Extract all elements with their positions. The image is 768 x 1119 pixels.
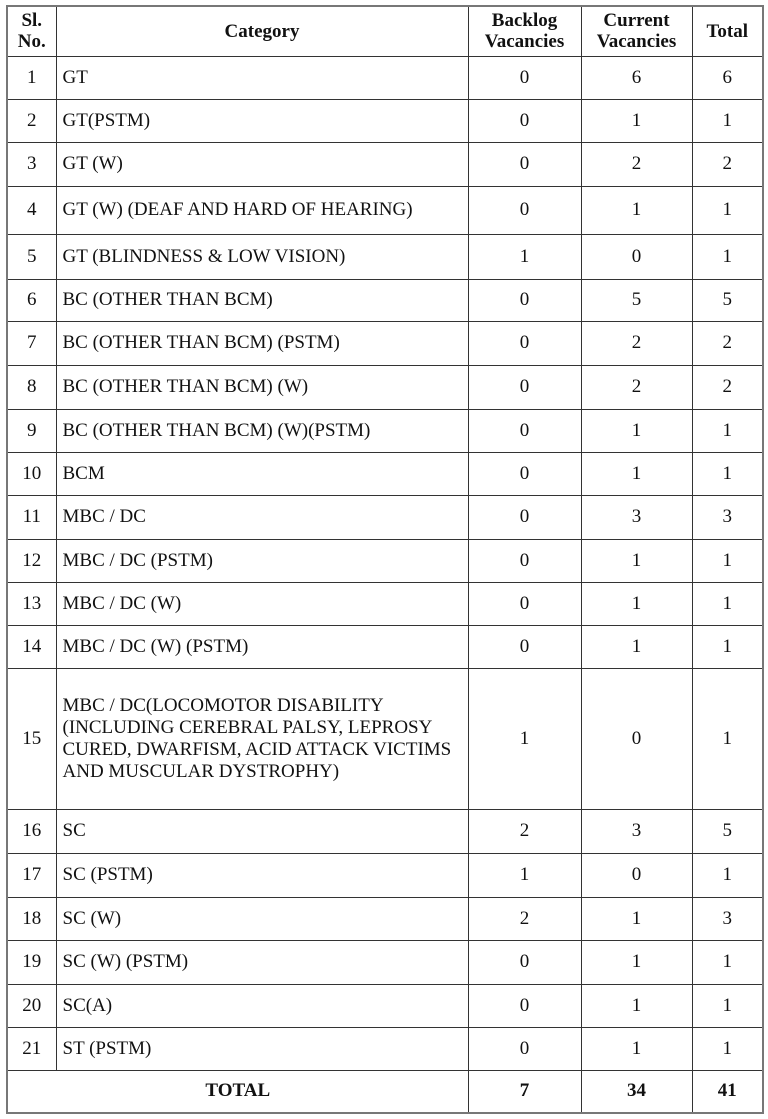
total-row (7, 1070, 763, 1113)
cell-total: 1 (692, 853, 763, 897)
cell-sl: 7 (7, 321, 56, 365)
cell-total: 2 (692, 321, 763, 365)
cell-sl: 19 (7, 940, 56, 984)
cell-total: 5 (692, 279, 763, 321)
cell-current: 1 (581, 984, 692, 1027)
cell-total: 1 (692, 984, 763, 1027)
cell-category: MBC / DC(LOCOMOTOR DISABILITY (INCLUDING CEREBRAL PALSY, LEPROSY CURED, DWARFISM, ACID ATTACK VICTIMS AND MUSCULAR DYSTROPHY) (56, 668, 468, 809)
cell-total: 1 (692, 625, 763, 668)
table-row (7, 234, 763, 279)
total-current: 34 (581, 1070, 692, 1113)
cell-category: SC (56, 809, 468, 853)
cell-total: 1 (692, 234, 763, 279)
table-row (7, 99, 763, 142)
cell-current: 5 (581, 279, 692, 321)
table-row (7, 853, 763, 897)
cell-current: 1 (581, 625, 692, 668)
cell-backlog: 2 (468, 897, 581, 940)
cell-current: 1 (581, 940, 692, 984)
header-row (7, 6, 763, 56)
table-row (7, 668, 763, 809)
table-row (7, 365, 763, 409)
cell-sl: 12 (7, 539, 56, 582)
total-total: 41 (692, 1070, 763, 1113)
cell-sl: 8 (7, 365, 56, 409)
cell-backlog: 0 (468, 142, 581, 186)
table-row (7, 625, 763, 668)
header-current: Current Vacancies (581, 6, 692, 56)
cell-total: 1 (692, 940, 763, 984)
table-row (7, 186, 763, 234)
cell-backlog: 0 (468, 186, 581, 234)
table-row (7, 142, 763, 186)
cell-category: GT (56, 56, 468, 99)
cell-total: 1 (692, 99, 763, 142)
cell-category: BC (OTHER THAN BCM) (56, 279, 468, 321)
cell-category: GT (BLINDNESS & LOW VISION) (56, 234, 468, 279)
cell-sl: 1 (7, 56, 56, 99)
cell-sl: 18 (7, 897, 56, 940)
cell-category: BCM (56, 452, 468, 495)
cell-total: 1 (692, 186, 763, 234)
cell-backlog: 0 (468, 495, 581, 539)
cell-current: 1 (581, 99, 692, 142)
cell-category: GT (W) (56, 142, 468, 186)
cell-total: 5 (692, 809, 763, 853)
cell-backlog: 0 (468, 409, 581, 452)
header-category: Category (56, 6, 468, 56)
cell-total: 1 (692, 409, 763, 452)
cell-current: 2 (581, 365, 692, 409)
cell-current: 0 (581, 853, 692, 897)
table-row (7, 539, 763, 582)
cell-total: 1 (692, 1027, 763, 1070)
cell-total: 2 (692, 365, 763, 409)
cell-sl: 6 (7, 279, 56, 321)
cell-sl: 9 (7, 409, 56, 452)
cell-current: 1 (581, 409, 692, 452)
cell-category: MBC / DC (PSTM) (56, 539, 468, 582)
table-row (7, 582, 763, 625)
cell-backlog: 0 (468, 940, 581, 984)
cell-sl: 17 (7, 853, 56, 897)
cell-category: SC (W) (56, 897, 468, 940)
cell-backlog: 0 (468, 625, 581, 668)
cell-backlog: 0 (468, 56, 581, 99)
cell-sl: 20 (7, 984, 56, 1027)
table-row (7, 56, 763, 99)
total-backlog: 7 (468, 1070, 581, 1113)
cell-current: 1 (581, 582, 692, 625)
cell-backlog: 0 (468, 279, 581, 321)
cell-current: 3 (581, 495, 692, 539)
table-row (7, 809, 763, 853)
cell-backlog: 0 (468, 582, 581, 625)
header-sl: Sl. No. (7, 6, 56, 56)
table-row (7, 321, 763, 365)
cell-sl: 16 (7, 809, 56, 853)
cell-backlog: 0 (468, 1027, 581, 1070)
cell-sl: 14 (7, 625, 56, 668)
cell-backlog: 0 (468, 984, 581, 1027)
cell-sl: 15 (7, 668, 56, 809)
cell-total: 1 (692, 539, 763, 582)
cell-backlog: 0 (468, 539, 581, 582)
cell-backlog: 0 (468, 99, 581, 142)
cell-backlog: 1 (468, 853, 581, 897)
cell-total: 3 (692, 495, 763, 539)
cell-backlog: 1 (468, 668, 581, 809)
table-row (7, 940, 763, 984)
cell-category: GT(PSTM) (56, 99, 468, 142)
cell-current: 1 (581, 452, 692, 495)
cell-category: BC (OTHER THAN BCM) (W)(PSTM) (56, 409, 468, 452)
cell-category: SC (W) (PSTM) (56, 940, 468, 984)
cell-current: 6 (581, 56, 692, 99)
cell-category: ST (PSTM) (56, 1027, 468, 1070)
cell-current: 0 (581, 668, 692, 809)
cell-backlog: 0 (468, 365, 581, 409)
cell-backlog: 0 (468, 452, 581, 495)
table-row (7, 279, 763, 321)
table-row (7, 897, 763, 940)
header-total: Total (692, 6, 763, 56)
cell-total: 2 (692, 142, 763, 186)
cell-category: BC (OTHER THAN BCM) (PSTM) (56, 321, 468, 365)
cell-current: 2 (581, 142, 692, 186)
cell-sl: 4 (7, 186, 56, 234)
cell-sl: 3 (7, 142, 56, 186)
vacancy-table (6, 5, 764, 1114)
cell-current: 1 (581, 897, 692, 940)
cell-backlog: 0 (468, 321, 581, 365)
cell-category: SC (PSTM) (56, 853, 468, 897)
cell-current: 2 (581, 321, 692, 365)
cell-current: 3 (581, 809, 692, 853)
cell-backlog: 1 (468, 234, 581, 279)
cell-category: BC (OTHER THAN BCM) (W) (56, 365, 468, 409)
cell-total: 1 (692, 452, 763, 495)
cell-category: MBC / DC (W) (PSTM) (56, 625, 468, 668)
cell-category: GT (W) (DEAF AND HARD OF HEARING) (56, 186, 468, 234)
cell-sl: 11 (7, 495, 56, 539)
cell-current: 0 (581, 234, 692, 279)
cell-current: 1 (581, 539, 692, 582)
cell-sl: 5 (7, 234, 56, 279)
table-row (7, 495, 763, 539)
cell-current: 1 (581, 1027, 692, 1070)
table-row (7, 1027, 763, 1070)
cell-sl: 13 (7, 582, 56, 625)
cell-total: 3 (692, 897, 763, 940)
cell-total: 1 (692, 668, 763, 809)
cell-sl: 2 (7, 99, 56, 142)
table-row (7, 984, 763, 1027)
table-row (7, 409, 763, 452)
cell-total: 1 (692, 582, 763, 625)
cell-total: 6 (692, 56, 763, 99)
cell-category: MBC / DC (56, 495, 468, 539)
cell-sl: 10 (7, 452, 56, 495)
header-backlog: Backlog Vacancies (468, 6, 581, 56)
cell-category: SC(A) (56, 984, 468, 1027)
cell-current: 1 (581, 186, 692, 234)
cell-category: MBC / DC (W) (56, 582, 468, 625)
table-row (7, 452, 763, 495)
cell-backlog: 2 (468, 809, 581, 853)
cell-sl: 21 (7, 1027, 56, 1070)
total-label: TOTAL (7, 1070, 468, 1113)
